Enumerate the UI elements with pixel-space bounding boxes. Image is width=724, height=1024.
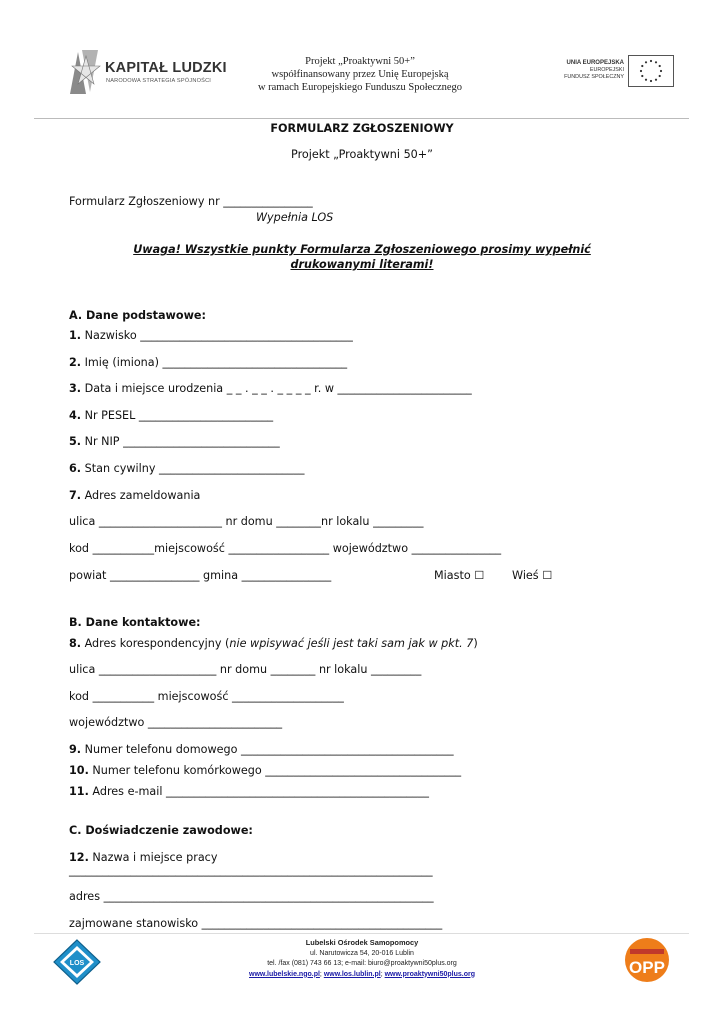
section-c-heading: C. Doświadczenie zawodowe:: [69, 824, 253, 837]
footer-link-proaktywni[interactable]: www.proaktywni50plus.org: [384, 970, 475, 978]
field-label: Nr PESEL ________________________: [81, 409, 274, 422]
field-number: 12.: [69, 851, 89, 864]
field-birth-date-place[interactable]: [69, 382, 472, 395]
kapital-ludzki-subtitle: NARODOWA STRATEGIA SPÓJNOŚCI: [106, 78, 212, 84]
footer-link-los[interactable]: www.los.lublin.pl: [323, 970, 381, 978]
field-number: 10.: [69, 764, 89, 777]
footer-org-name: Lubelski Ośrodek Samopomocy: [305, 938, 419, 947]
correspondence-voivodeship-row[interactable]: województwo ________________________: [69, 716, 283, 729]
registered-street-row[interactable]: ulica ______________________ nr domu ________nr lokalu _________: [69, 515, 424, 528]
correspondence-street-row[interactable]: ulica _____________________ nr domu ________ nr lokalu _________: [69, 663, 422, 676]
field-label-end: ): [473, 637, 478, 650]
footer-sep: ;: [319, 970, 324, 978]
field-registered-address: [69, 489, 200, 502]
form-number-field[interactable]: Formularz Zgłoszeniowy nr ________________: [69, 195, 313, 208]
field-number: 8.: [69, 637, 82, 650]
section-a-heading: A. Dane podstawowe:: [69, 309, 206, 322]
opp-logo-icon: [624, 937, 670, 983]
field-number: 5.: [69, 435, 82, 448]
eu-label: [540, 60, 624, 82]
field-label: Nazwisko ______________________________________: [81, 329, 353, 342]
section-b-heading: B. Dane kontaktowe:: [69, 616, 201, 629]
field-number: 6.: [69, 462, 82, 475]
field-label: Nr NIP ____________________________: [81, 435, 280, 448]
village-checkbox[interactable]: Wieś ☐: [512, 569, 553, 582]
project-header-line1: Projekt „Proaktywni 50+”: [305, 56, 415, 67]
field-surname[interactable]: [69, 329, 353, 342]
field-number: 11.: [69, 785, 89, 798]
field-home-phone[interactable]: [69, 743, 454, 756]
field-label: Numer telefonu domowego ______________________________________: [81, 743, 454, 756]
field-label: Adres e-mail _______________________________________________: [88, 785, 429, 798]
city-checkbox[interactable]: Miasto ☐: [434, 569, 485, 582]
field-mobile-phone[interactable]: [69, 764, 461, 777]
eu-line3: FUNDUSZ SPOŁECZNY: [564, 74, 624, 81]
workplace-line[interactable]: _________________________________________________________________: [69, 864, 433, 877]
footer-contact-line: tel. /fax (081) 743 66 13; e-mail: biuro@proaktywni50plus.org: [267, 960, 457, 967]
field-nip[interactable]: [69, 435, 280, 448]
field-first-names[interactable]: [69, 356, 347, 369]
los-logo-icon: [52, 938, 102, 986]
field-marital-status[interactable]: [69, 462, 304, 475]
form-title: FORMULARZ ZGŁOSZENIOWY: [270, 122, 454, 135]
field-number: 2.: [69, 356, 82, 369]
footer-divider: [34, 933, 689, 934]
field-pesel[interactable]: [69, 409, 273, 422]
form-subtitle: Projekt „Proaktywni 50+”: [291, 148, 433, 161]
field-label: Numer telefonu komórkowego ___________________________________: [88, 764, 462, 777]
header-divider: [34, 118, 689, 119]
field-email[interactable]: [69, 785, 429, 798]
field-label: Data i miejsce urodzenia _ _ . _ _ . _ _ _ _ r. w ________________________: [81, 382, 472, 395]
position-row[interactable]: zajmowane stanowisko ___________________________________________: [69, 917, 443, 930]
footer-address: ul. Narutowicza 54, 20-016 Lublin: [310, 949, 414, 957]
registered-city-row[interactable]: kod ___________miejscowość __________________ województwo ________________: [69, 542, 502, 555]
field-number: 4.: [69, 409, 82, 422]
opp-logo-text: OPP: [629, 958, 665, 977]
project-header-line3: w ramach Europejskiego Funduszu Społecznego: [257, 82, 463, 93]
los-logo-text: LOS: [69, 960, 85, 967]
field-label: Adres zameldowania: [81, 489, 201, 502]
workplace-address-row[interactable]: adres ___________________________________________________________: [69, 890, 434, 903]
field-workplace: [69, 851, 217, 864]
field-number: 3.: [69, 382, 82, 395]
project-header-line2: współfinansowany przez Unię Europejską: [271, 69, 449, 80]
field-number: 7.: [69, 489, 82, 502]
registered-county-row[interactable]: powiat ________________ gmina ________________: [69, 569, 332, 582]
footer-contact: [200, 938, 524, 980]
project-header: [240, 55, 480, 94]
filled-by-note: Wypełnia LOS: [256, 211, 334, 224]
field-label: Adres korespondencyjny (: [81, 637, 230, 650]
field-label: Stan cywilny __________________________: [81, 462, 305, 475]
eu-line2: EUROPEJSKI: [589, 67, 624, 74]
kapital-ludzki-title: KAPITAŁ LUDZKI: [105, 60, 227, 76]
footer-links: [200, 970, 524, 981]
eu-title: UNIA EUROPEJSKA: [566, 60, 624, 66]
field-number: 1.: [69, 329, 82, 342]
field-number: 9.: [69, 743, 82, 756]
field-note: nie wpisywać jeśli jest taki sam jak w pkt. 7: [229, 637, 474, 650]
footer-sep: ;: [380, 970, 385, 978]
field-correspondence-address: [69, 637, 478, 650]
warning-note: Uwaga! Wszystkie punkty Formularza Zgłoszeniowego prosimy wypełnić drukowanymi literami!: [133, 243, 591, 271]
field-label: Nazwa i miejsce pracy: [88, 851, 218, 864]
correspondence-city-row[interactable]: kod ___________ miejscowość ____________________: [69, 690, 344, 703]
eu-flag-icon: [628, 55, 674, 87]
footer-link-lubelskie[interactable]: www.lubelskie.ngo.pl: [249, 970, 320, 978]
field-label: Imię (imiona) _________________________________: [81, 356, 348, 369]
